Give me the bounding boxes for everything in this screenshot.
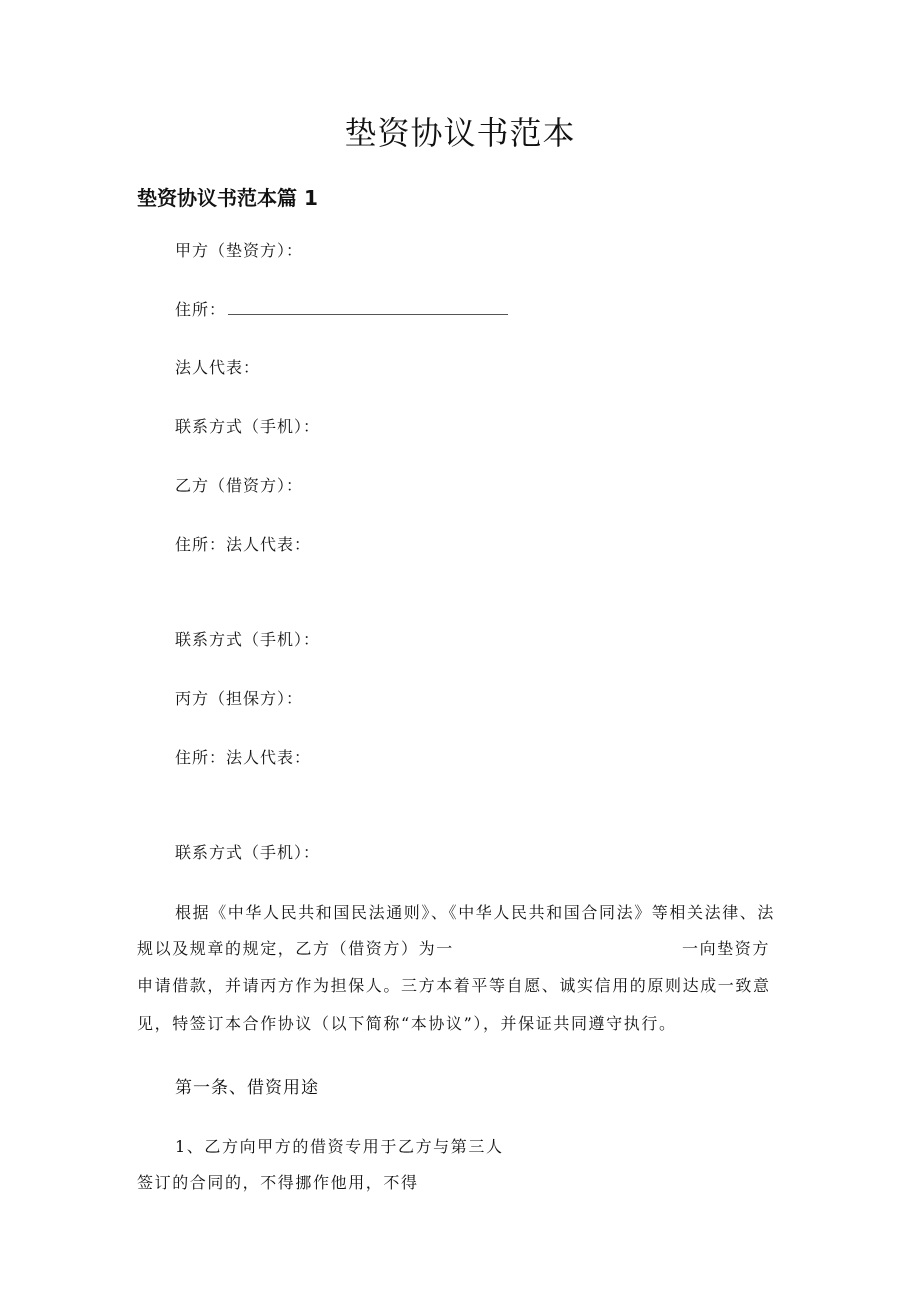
intro-paragraph-line-4: 见，特签订本合作协议（以下简称“本协议”），并保证共同遵守执行。	[137, 1014, 677, 1033]
document-title: 垫资协议书范本	[344, 114, 576, 152]
section-heading: 垫资协议书范本篇 1	[137, 186, 318, 210]
party-c-contact-label: 联系方式（手机）：	[175, 843, 321, 862]
intro-paragraph-line-2: 规以及规章的规定，乙方（借资方）为一	[137, 939, 454, 958]
article-1-clause-1-line-2: 签订的合同的，不得挪作他用，不得	[137, 1173, 419, 1192]
party-b-contact-label: 联系方式（手机）：	[175, 630, 321, 649]
party-b-label: 乙方（借资方）：	[175, 476, 304, 495]
party-a-address-row	[175, 297, 508, 320]
address-blank-line	[228, 304, 508, 315]
party-c-label: 丙方（担保方）：	[175, 689, 304, 708]
party-c-address-rep-label: 住所：法人代表：	[175, 748, 312, 767]
party-b-address-rep-label: 住所：法人代表：	[175, 535, 312, 554]
party-a-address-label: 住所：	[175, 300, 227, 319]
party-a-legal-rep-label: 法人代表：	[175, 358, 261, 377]
party-a-contact-label: 联系方式（手机）：	[175, 417, 321, 436]
intro-paragraph-line-2-end: 一向垫资方	[681, 939, 770, 958]
party-a-label: 甲方（垫资方）：	[175, 241, 304, 260]
intro-paragraph-line-1: 根据《中华人民共和国民法通则》、《中华人民共和国合同法》等相关法律、法	[175, 903, 776, 922]
article-1-clause-1-line-1: 1、乙方向甲方的借资专用于乙方与第三人	[175, 1137, 504, 1156]
article-1-heading: 第一条、借资用途	[175, 1078, 319, 1098]
intro-paragraph-line-3: 申请借款，并请丙方作为担保人。三方本着平等自愿、诚实信用的原则达成一致意	[137, 976, 771, 995]
